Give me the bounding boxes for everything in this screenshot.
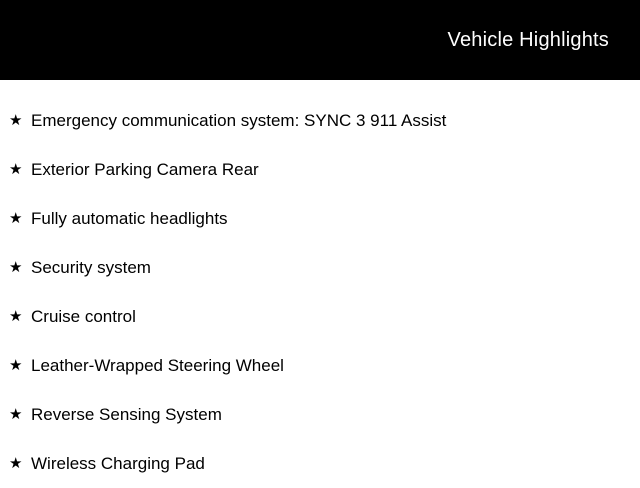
list-item-label: Reverse Sensing System xyxy=(31,404,222,424)
list-item-label: Security system xyxy=(31,257,151,277)
list-item-label: Cruise control xyxy=(31,306,136,326)
list-item-label: Wireless Charging Pad xyxy=(31,453,205,473)
list-item-label: Emergency communication system: SYNC 3 911 Assist xyxy=(31,110,447,130)
list-item xyxy=(0,390,640,439)
star-icon: ★ xyxy=(9,209,23,227)
star-icon: ★ xyxy=(9,356,23,374)
list-item xyxy=(0,96,640,145)
star-icon: ★ xyxy=(9,258,23,276)
star-icon: ★ xyxy=(9,405,23,423)
list-item xyxy=(0,439,640,488)
star-icon: ★ xyxy=(9,111,23,129)
list-item-label: Fully automatic headlights xyxy=(31,208,228,228)
star-icon: ★ xyxy=(9,160,23,178)
header-bar xyxy=(0,0,640,80)
star-icon: ★ xyxy=(9,307,23,325)
list-item xyxy=(0,145,640,194)
list-item xyxy=(0,243,640,292)
list-item-label: Exterior Parking Camera Rear xyxy=(31,159,259,179)
list-item xyxy=(0,194,640,243)
list-item-label: Leather-Wrapped Steering Wheel xyxy=(31,355,284,375)
star-icon: ★ xyxy=(9,454,23,472)
list-item xyxy=(0,341,640,390)
vehicle-highlights-list xyxy=(0,80,640,488)
list-item xyxy=(0,292,640,341)
page-title: Vehicle Highlights xyxy=(447,29,609,51)
